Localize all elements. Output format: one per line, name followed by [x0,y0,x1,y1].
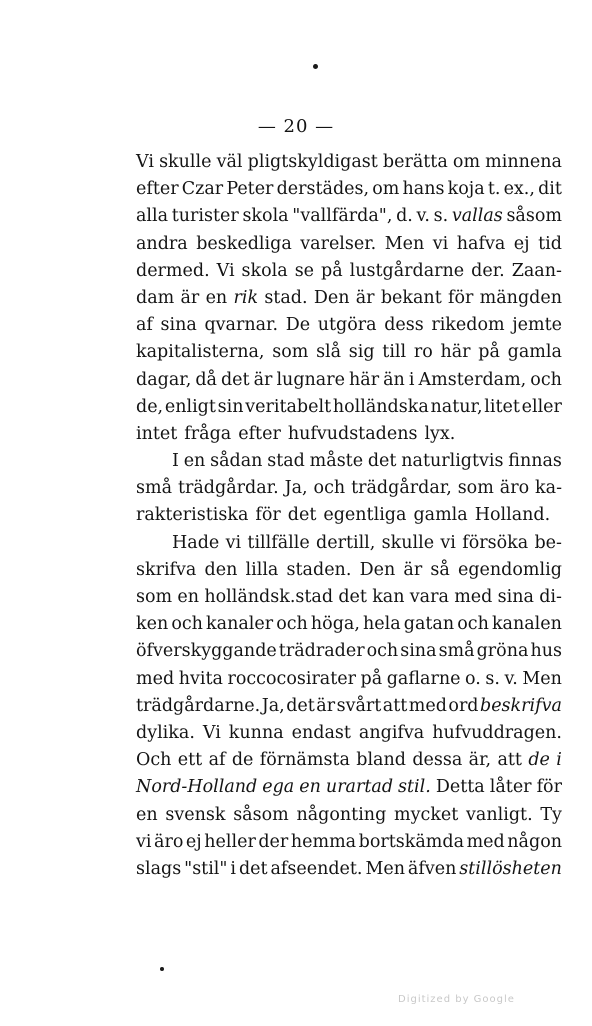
text-line: skrifva den lilla staden. Den är så egendomlig [136,559,562,580]
text-line: rakteristiska för det egentliga gamla Holland. [136,505,551,526]
text-line: dylika. Vi kunna endast angifva hufvuddragen. [136,722,562,743]
text-line: slags "stil" i det afseendet. Men äfven stillösheten [136,858,562,879]
text-line: Hade vi tillfälle dertill, skulle vi försöka be- [172,532,562,553]
text-line: Vi skulle väl pligtskyldigast berätta om minnena [136,152,562,172]
page-number: — 20 — [257,116,335,137]
text-line: kapitalisterna, som slå sig till ro här på gamla [136,342,562,363]
text-line: Och ett af de förnämsta bland dessa är, att de i [136,750,562,771]
text-line: ken och kanaler och höga, hela gatan och kanalen [136,614,562,635]
text-line: intet fråga efter hufvudstadens lyx. [136,423,456,444]
text-line: Nord-Holland ega en urartad stil. Detta låter för [136,777,562,798]
body-text [136,149,562,883]
text-line: dagar, då det är lugnare här än i Amsterdam, och [136,369,562,390]
text-line: efter Czar Peter derstädes, om hans koja t. ex., dit [136,179,562,200]
text-line: dam är en rik stad. Den är bekant för mängden [136,287,562,308]
text-line: som en holländsk.stad det kan vara med sina di- [136,587,562,607]
text-line: andra beskedliga varelser. Men vi hafva ej tid [136,233,562,254]
text-line: alla turister skola "vallfärda", d. v. s. vallas såsom [136,206,562,227]
text-line: öfverskyggande trädrader och sina små gröna hus [136,641,562,662]
text-line: dermed. Vi skola se på lustgårdarne der. Zaan- [136,260,562,281]
ink-speck [313,64,318,69]
digitization-watermark: Digitized by Google [398,994,515,1005]
text-line: vi äro ej heller der hemma bortskämda med någon [136,831,562,852]
text-line: med hvita roccocosirater på gaflarne o. s. v. Men [136,668,562,689]
text-line: små trädgårdar. Ja, och trädgårdar, som äro ka- [136,478,562,499]
text-line: trädgårdarne. Ja, det är svårt att med ord beskrifva [136,695,562,716]
text-line: en svensk såsom någonting mycket vanligt. Ty [136,804,562,825]
text-line: af sina qvarnar. De utgöra dess rikedom jemte [136,315,562,336]
text-line: I en sådan stad måste det naturligtvis finnas [172,451,562,472]
ink-speck [160,967,164,971]
text-line: de, enligt sin veritabelt holländska natur, litet eller [136,396,562,417]
